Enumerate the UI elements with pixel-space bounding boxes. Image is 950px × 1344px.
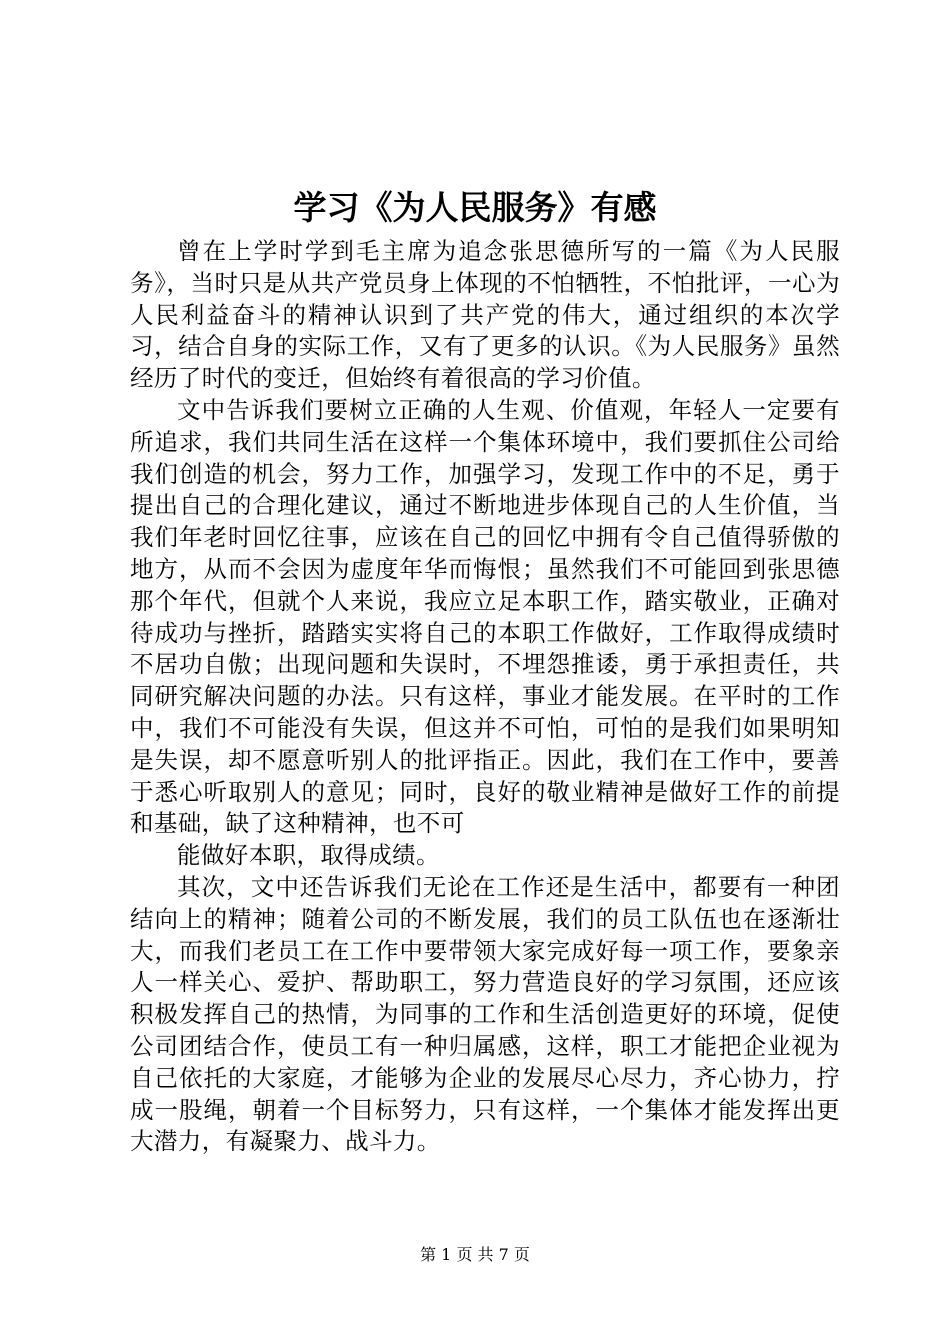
paragraph-1: 曾在上学时学到毛主席为追念张思德所写的一篇《为人民服务》，当时只是从共产党员身上体现的不怕牺牲，不怕批评，一心为人民利益奋斗的精神认识到了共产党的伟大，通过组织的本次学习，结合自身的实际工作，又有了更多的认识。《为人民服务》虽然经历了时代的变迁，但始终有着很高的学习价值。 [130, 237, 840, 393]
page-footer: 第 1 页 共 7 页 [420, 1245, 530, 1264]
paragraph-2: 文中告诉我们要树立正确的人生观、价值观，年轻人一定要有所追求，我们共同生活在这样一个集体环境中，我们要抓住公司给我们创造的机会，努力工作，加强学习，发现工作中的不足，勇于提出自己的合理化建议，通过不断地进步体现自己的人生价值，当我们年老时回忆往事，应该在自己的回忆中拥有令自己值得骄傲的地方，从而不会因为虚度年华而悔恨；虽然我们不可能回到张思德那个年代，但就个人来说，我应立足本职工作，踏实敬业，正确对待成功与挫折，踏踏实实将自己的本职工作做好，工作取得成绩时不居功自傲；出现问题和失误时，不埋怨推诿，勇于承担责任，共同研究解决问题的办法。只有这样，事业才能发展。在平时的工作中，我们不可能没有失误，但这并不可怕，可怕的是我们如果明知是失误，却不愿意听别人的批评指正。因此，我们在工作中，要善于悉心听取别人的意见；同时，良好的敬业精神是做好工作的前提和基础，缺了这种精神，也不可 [130, 395, 840, 838]
document-title: 学习《为人民服务》有感 [293, 188, 657, 227]
document-body [130, 236, 840, 1158]
paragraph-4: 其次，文中还告诉我们无论在工作还是生活中，都要有一种团结向上的精神；随着公司的不断发展，我们的员工队伍也在逐渐壮大，而我们老员工在工作中要带领大家完成好每一项工作，要象亲人一样关心、爱护、帮助职工，努力营造良好的学习氛围，还应该积极发挥自己的热情，为同事的工作和生活创造更好的环境，促使公司团结合作，使员工有一种归属感，这样，职工才能把企业视为自己依托的大家庭，才能够为企业的发展尽心尽力，齐心协力，拧成一股绳，朝着一个目标努力，只有这样，一个集体才能发挥出更大潜力，有凝聚力、战斗力。 [130, 872, 840, 1156]
paragraph-3: 能做好本职，取得成绩。 [177, 841, 440, 870]
